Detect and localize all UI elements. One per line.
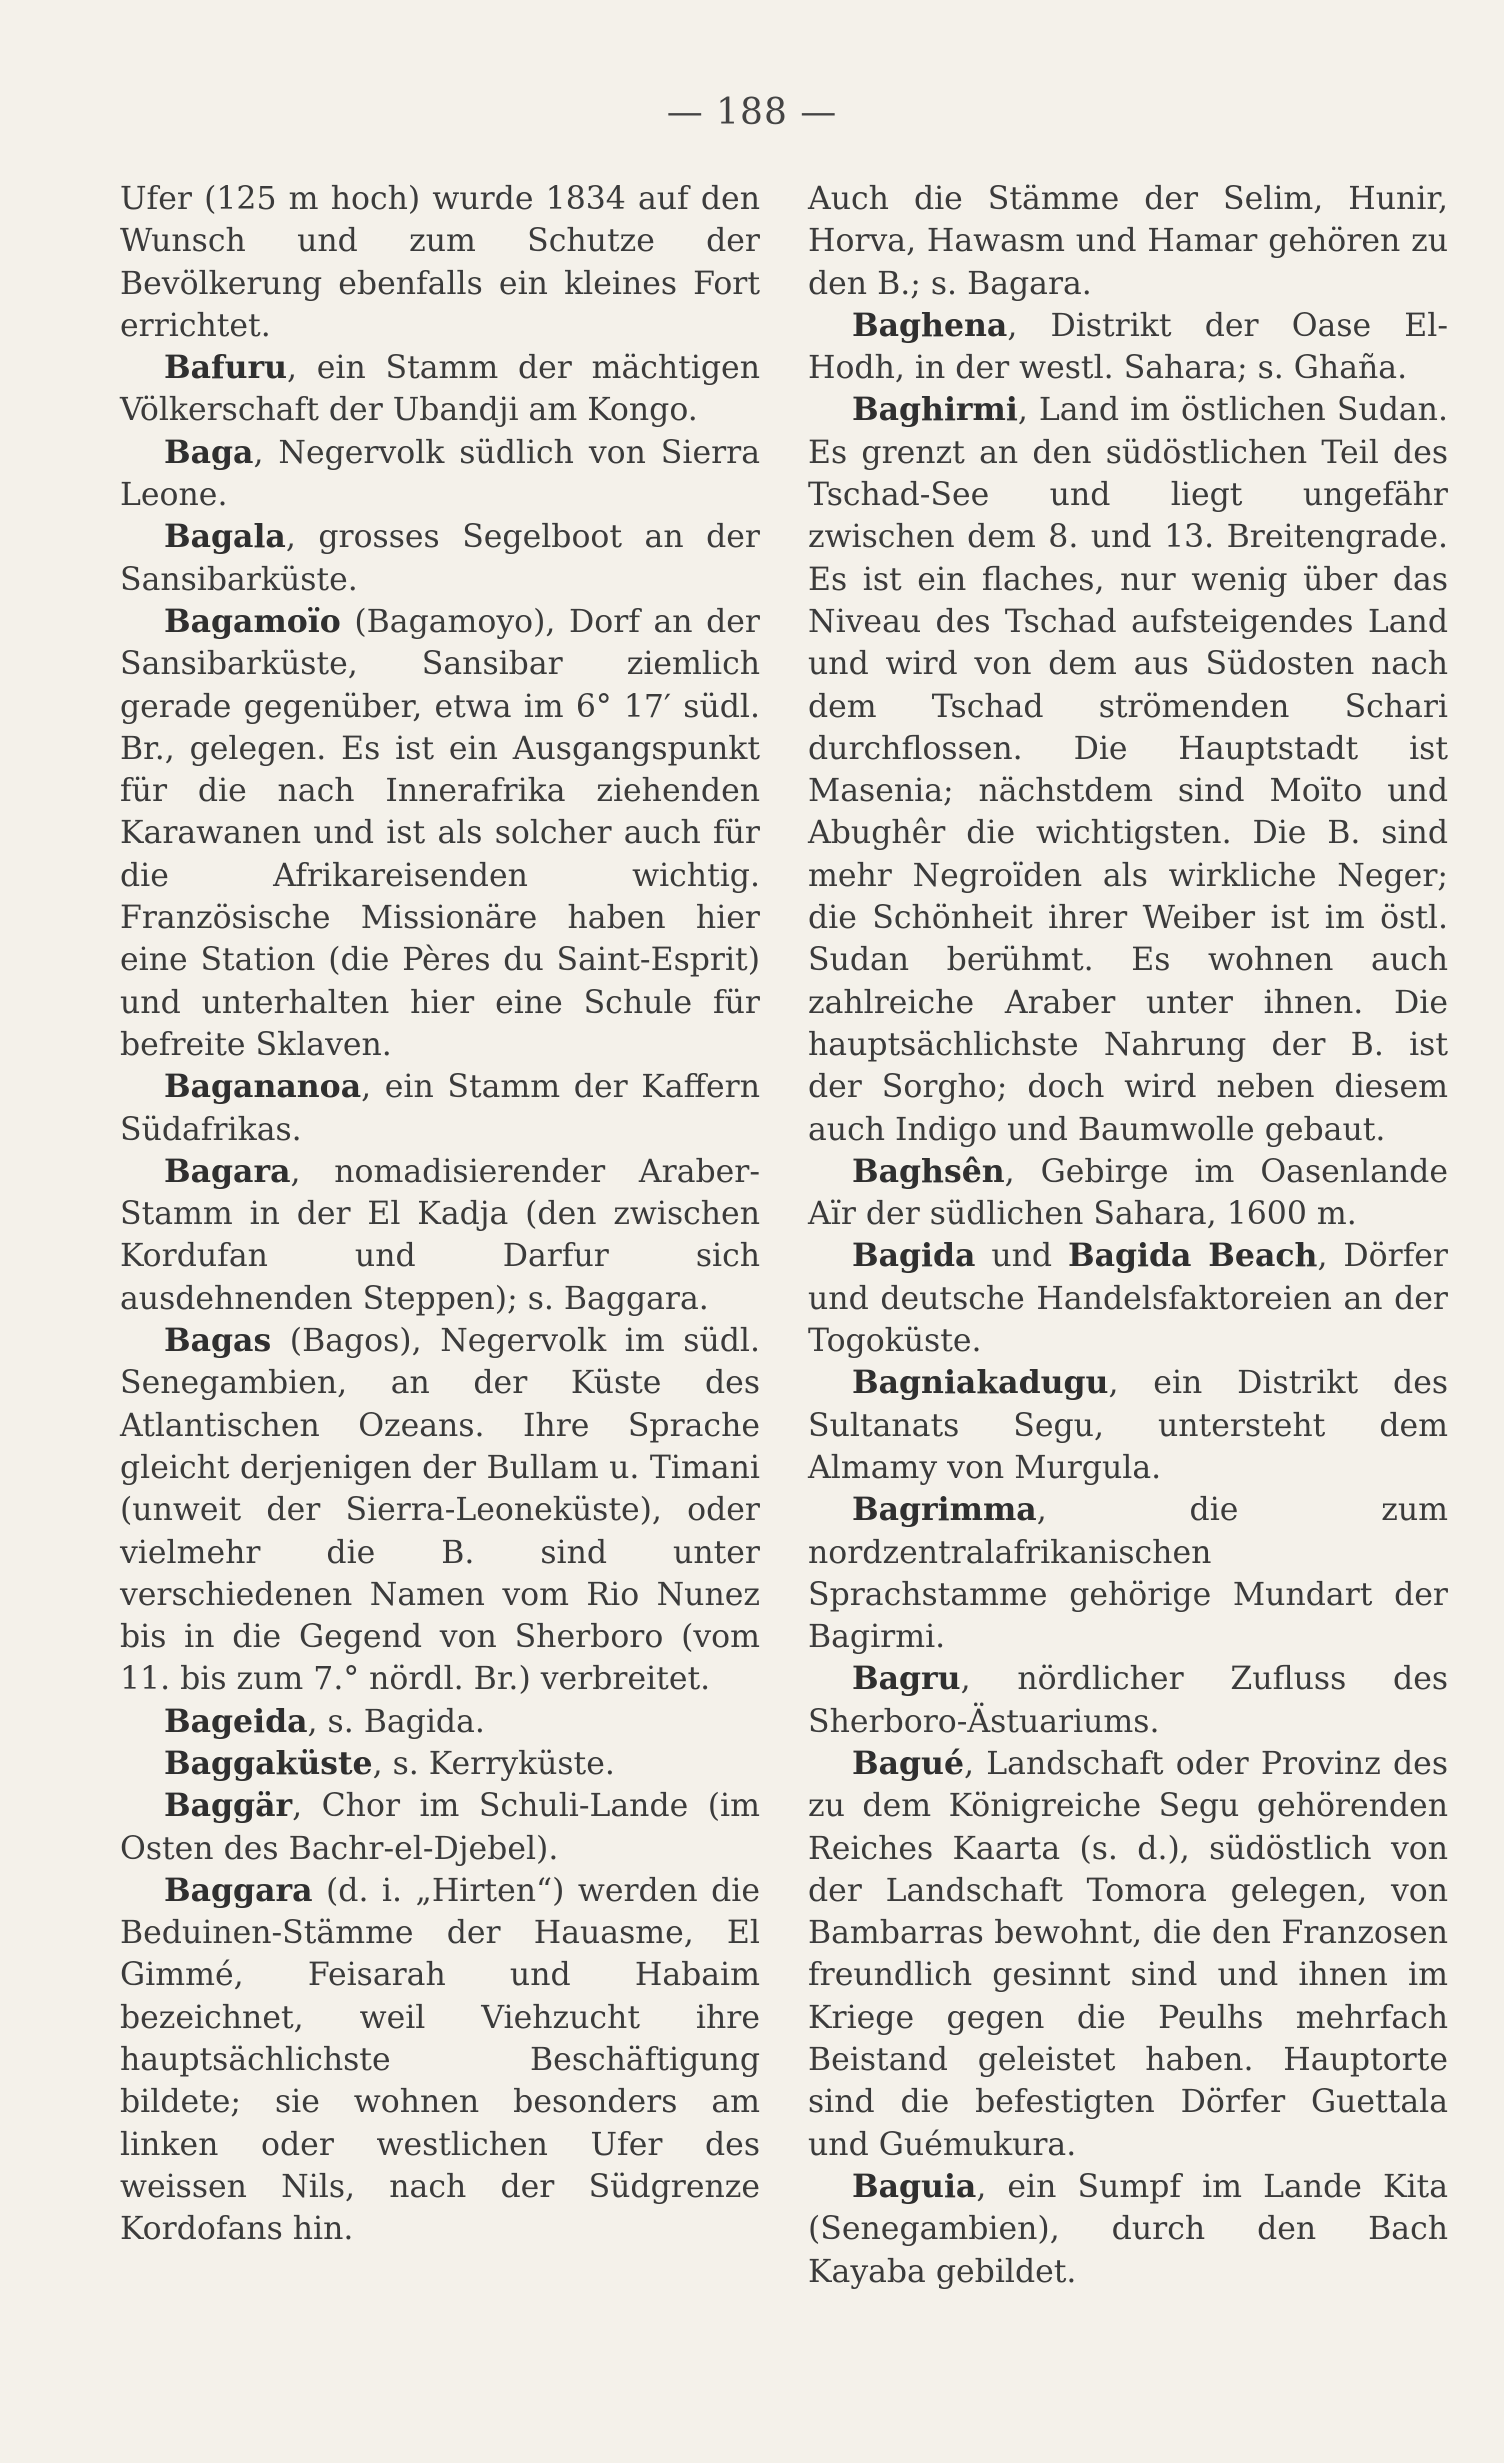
dictionary-entry <box>120 178 760 347</box>
dictionary-entry <box>120 1870 760 2251</box>
dictionary-entry <box>808 1658 1448 1743</box>
entry-headword-secondary: Bagida Beach <box>1067 1237 1318 1275</box>
dictionary-entry <box>808 389 1448 1150</box>
dictionary-entry <box>808 1362 1448 1489</box>
entry-text: , s. Kerryküste. <box>372 1745 615 1782</box>
entry-headword: Baghirmi <box>852 391 1018 429</box>
entry-headword: Bagida <box>852 1237 976 1275</box>
entry-text: , grosses Segelboot an der Sansibarküste. <box>120 519 760 598</box>
entry-headword: Baggara <box>164 1871 313 1909</box>
entry-headword: Baggaküste <box>164 1744 373 1782</box>
dictionary-entry <box>120 347 760 432</box>
entry-headword: Bagru <box>852 1660 961 1698</box>
dictionary-entry <box>120 1320 760 1701</box>
dictionary-entry <box>120 1151 760 1320</box>
page-number: — 188 — <box>666 92 838 133</box>
dictionary-entry <box>808 1489 1448 1658</box>
entry-text: (Bagos), Negervolk im südl. Senegambien, an der Küste des Atlantischen Ozeans. Ihre Sprache gleicht derjenigen der Bullam u. Timani (unweit der Sierra-Leoneküste), oder vielmehr die B. sind unter verschiedenen Namen vom Rio Nunez bis in die Gegend von Sherboro (vom 11. bis zum 7.° nördl. Br.) verbreitet. <box>120 1323 760 1698</box>
entry-text: , ein Sumpf im Lande Kita (Senegambien), durch den Bach Kayaba gebildet. <box>808 2168 1448 2290</box>
entry-headword: Bagniakadugu <box>852 1364 1109 1402</box>
dictionary-entry <box>120 601 760 1066</box>
dictionary-entry <box>808 2166 1448 2293</box>
right-column <box>808 178 1448 2293</box>
entry-headword: Bagué <box>852 1744 965 1782</box>
dictionary-entry <box>808 305 1448 390</box>
entry-text: , Negervolk südlich von Sierra Leone. <box>120 434 760 514</box>
entry-text: , die zum nordzentralafrikanischen Sprachstamme gehörige Mundart der Bagirmi. <box>808 1492 1448 1656</box>
entry-headword: Bageida <box>164 1702 308 1740</box>
entry-headword: Bagrimma <box>852 1491 1037 1529</box>
entry-text: , ein Distrikt des Sultanats Segu, untersteht dem Almamy von Murgula. <box>808 1365 1448 1486</box>
entry-text: , Land im östlichen Sudan. Es grenzt an den südöstlichen Teil des Tschad-See und liegt ungefähr zwischen dem 8. und 13. Breitengrade. Es ist ein flaches, nur wenig über das Niveau des Tschad aufsteigendes Land und wird von dem aus Südosten nach dem Tschad strömenden Schari durchflossen. Die Hauptstadt ist Masenia; nächstdem sind Moïto und Abughêr die wichtigsten. Die B. sind mehr Negroïden als wirkliche Neger; die Schönheit ihrer Weiber ist im östl. Sudan berühmt. Es wohnen auch zahlreiche Araber unter ihnen. Die hauptsächlichste Nahrung der B. ist der Sorgho; doch wird neben diesem auch Indigo und Baumwolle gebaut. <box>808 392 1448 1148</box>
entry-headword: Baghsên <box>852 1152 1005 1190</box>
entry-headword: Bagara <box>164 1152 291 1190</box>
entry-text: , nördlicher Zufluss des Sherboro-Ästuariums. <box>808 1661 1448 1740</box>
dictionary-entry <box>808 178 1448 305</box>
entry-headword: Baga <box>164 433 254 471</box>
entry-text: , Chor im Schuli-Lande (im Osten des Bachr-el-Djebel). <box>120 1788 760 1867</box>
left-column <box>120 178 760 2251</box>
entry-headword: Baguia <box>852 2167 977 2205</box>
dictionary-entry <box>120 1743 760 1785</box>
dictionary-entry <box>808 1743 1448 2166</box>
entry-headword: Bagala <box>164 518 286 556</box>
entry-text: , nomadisierender Araber-Stamm in der El Kadja (den zwischen Kordufan und Darfur sich ausdehnenden Steppen); s. Baggara. <box>120 1153 760 1317</box>
dictionary-entry <box>120 1785 760 1870</box>
entry-text: , Landschaft oder Provinz des zu dem Königreiche Segu gehörenden Reiches Kaarta (s. d.), südöstlich von der Landschaft Tomora gelegen, von Bambarras bewohnt, die den Franzosen freundlich gesinnt sind und ihnen im Kriege gegen die Peulhs mehrfach Beistand geleistet haben. Hauptorte sind die befestigten Dörfer Guettala und Guémukura. <box>808 1745 1448 2163</box>
entry-text: (d. i. „Hirten“) werden die Beduinen-Stämme der Hauasme, El Gimmé, Feisarah und Habaim bezeichnet, weil Viehzucht ihre hauptsächlichste Beschäftigung bildete; sie wohnen besonders am linken oder westlichen Ufer des weissen Nils, nach der Südgrenze Kordofans hin. <box>120 1872 760 2248</box>
entry-text: Ufer (125 m hoch) wurde 1834 auf den Wunsch und zum Schutze der Bevölkerung ebenfalls ein kleines Fort errichtet. <box>120 181 760 344</box>
dictionary-entry <box>808 1151 1448 1236</box>
entry-text: , ein Stamm der Kaffern Südafrikas. <box>120 1069 760 1148</box>
entry-text: Auch die Stämme der Selim, Hunir, Horva, Hawasm und Hamar gehören zu den B.; s. Bagara. <box>808 181 1448 302</box>
entry-text: , Distrikt der Oase El-Hodh, in der westl. Sahara; s. Ghaña. <box>808 307 1448 387</box>
dictionary-entry <box>120 432 760 517</box>
entry-text: , ein Stamm der mächtigen Völkerschaft der Ubandji am Kongo. <box>120 350 760 429</box>
entry-text: und Bagida Beach, Dörfer und deutsche Handelsfaktoreien an der Togoküste. <box>808 1237 1448 1360</box>
entry-headword: Baggär <box>164 1787 293 1825</box>
entry-headword: Bagamoïo <box>164 602 341 640</box>
dictionary-entry <box>120 1701 760 1743</box>
entry-text: , s. Bagida. <box>307 1703 485 1740</box>
entry-headword: Bagananoa <box>164 1068 362 1106</box>
entry-text: (Bagamoyo), Dorf an der Sansibarküste, Sansibar ziemlich gerade gegenüber, etwa im 6° 17′ südl. Br., gelegen. Es ist ein Ausgangspunkt für die nach Innerafrika ziehenden Karawanen und ist als solcher auch für die Afrikareisenden wichtig. Französische Missionäre haben hier eine Station (die Pères du Saint-Esprit) und unterhalten hier eine Schule für befreite Sklaven. <box>120 603 760 1063</box>
dictionary-entry <box>120 516 760 601</box>
dictionary-entry <box>808 1235 1448 1362</box>
dictionary-entry <box>120 1066 760 1151</box>
entry-headword: Bafuru <box>164 349 287 387</box>
entry-headword: Baghena <box>852 306 1008 344</box>
entry-headword: Bagas <box>164 1322 272 1360</box>
entry-text: , Gebirge im Oasenlande Aïr der südlichen Sahara, 1600 m. <box>808 1153 1448 1233</box>
